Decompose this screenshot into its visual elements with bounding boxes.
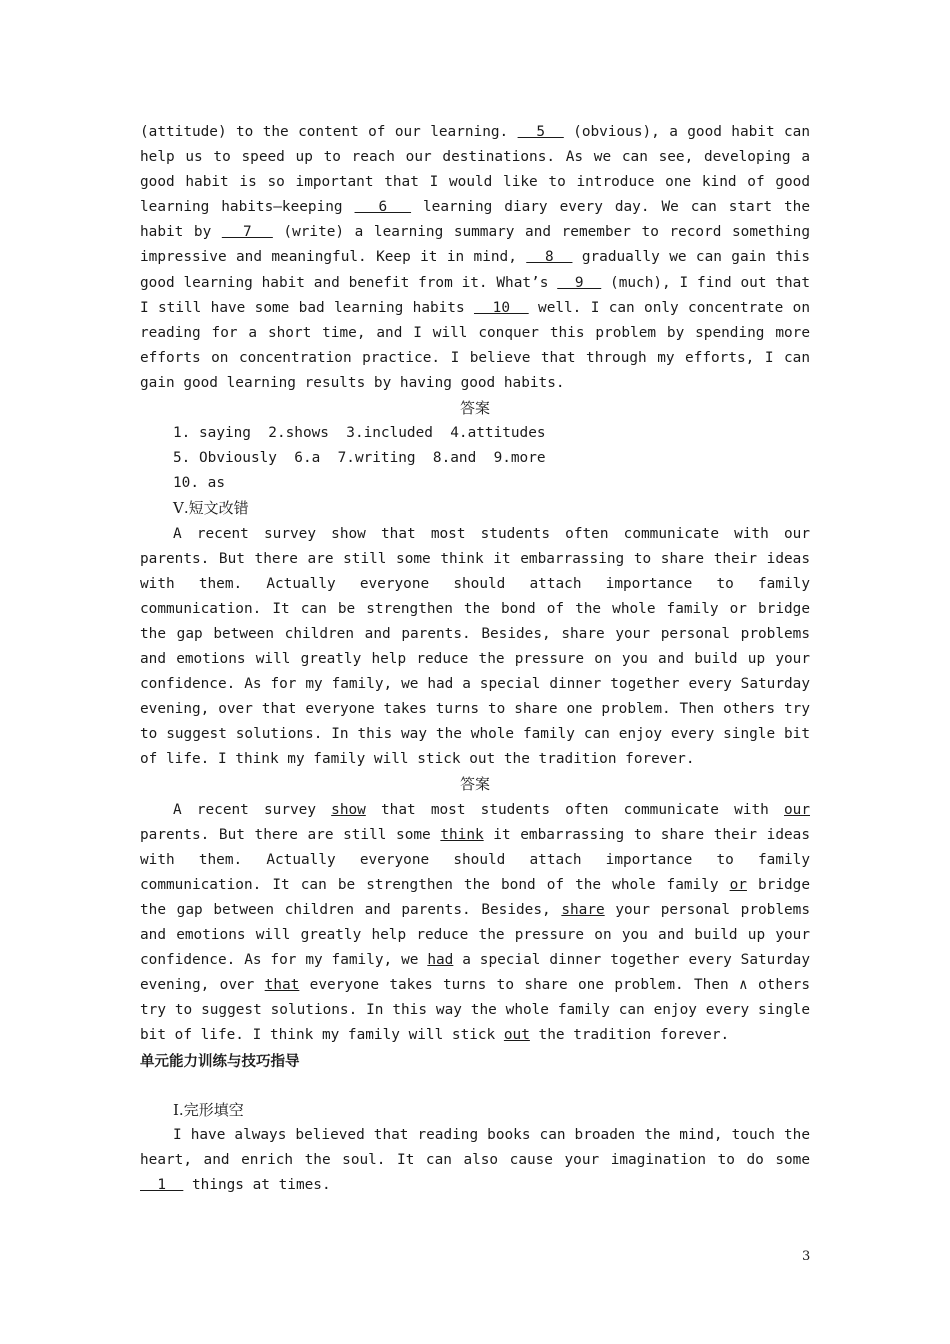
insertion-mark: ∧ (739, 977, 748, 994)
error-correction-passage: A recent survey show that most students often communicate with our parents. But there are still some think it embarrassing to share their ideas with them. Actually everyone should attach importance to family communication. It can be strengthen the bond of the whole family or bridge the gap between children and parents. Besides, share your personal problems and emotions will greatly help reduce the pressure on you and build up your confidence. As for my family, we had a special dinner together every Saturday evening, over that everyone takes turns to share one problem. Then others try to suggest solutions. In this way the whole family can enjoy every single bit of life. I think my family will stick out the tradition forever. (140, 525, 810, 768)
passage-text: (write) a learning summary and remember to record something impressive and meaningful. Keep it in mind, (140, 224, 810, 266)
page-content (140, 120, 810, 1198)
passage-text: (obvious), a good habit can help us to speed up to reach our destinations. As we can see, developing a good habit is so important that I would like to introduce one kind of good learning habits—keeping (140, 124, 810, 216)
blank-6: 6 (354, 199, 412, 216)
error-mark: had (427, 952, 454, 969)
answer-line: 10. as (173, 475, 225, 492)
passage-text: gradually we can gain this good learning habit and benefit from it. What’s (140, 249, 810, 291)
answer-key (140, 421, 810, 496)
section-heading-error-correction: Ⅴ.短文改错 (173, 499, 249, 518)
error-mark: out (503, 1027, 530, 1044)
error-mark: think (440, 826, 484, 843)
error-mark: that (264, 977, 300, 994)
passage-text: (attitude) to the content of our learning. (140, 124, 509, 140)
error-mark: show (331, 801, 366, 818)
blank-9: 9 (557, 274, 602, 291)
answer-heading: 答案 (459, 399, 490, 418)
page-number: 3 (802, 1249, 811, 1264)
cloze-passage: I have always believed that reading books can broaden the mind, touch the heart, and enrich the soul. It can also cause your imagination to do some 1 things at times. (140, 1126, 810, 1193)
passage-text: (much), I find out that I still have some bad learning habits (140, 274, 810, 316)
section-heading-cloze: Ⅰ.完形填空 (173, 1100, 244, 1119)
answer-line: 1. saying 2.shows 3.included 4.attitudes (173, 425, 546, 442)
error-mark: our (784, 801, 810, 818)
corrected-passage: A recent survey show that most students often communicate with our parents. But there are still some think it embarrassing to share their ideas with them. Actually everyone should attach importance to family communication. It can be strengthen the bond of the whole family or bridge the gap between children and parents. Besides, share your personal problems and emotions will greatly help reduce the pressure on you and build up your confidence. As for my family, we had a special dinner together every Saturday evening, over that everyone takes turns to share one problem. Then ∧ others try to suggest solutions. In this way the whole family can enjoy every single bit of life. I think my family will stick out the tradition forever. (140, 801, 811, 1044)
error-mark: or (729, 876, 747, 893)
passage-text: learning diary every day. We can start the habit by (140, 199, 810, 241)
answer-heading: 答案 (459, 775, 490, 794)
unit-section-title: 单元能力训练与技巧指导 (140, 1054, 300, 1071)
reading-passage-continuation (140, 120, 810, 396)
blank-1: 1 (140, 1176, 184, 1193)
blank-8: 8 (526, 249, 573, 266)
error-mark: share (561, 901, 605, 918)
blank-7: 7 (221, 224, 273, 241)
answer-line: 5. Obviously 6.a 7.writing 8.and 9.more (173, 450, 546, 467)
passage-text: well. I can only concentrate on reading for a short time, and I will conquer this problem by spending more efforts on concentration practice. I believe that through my efforts, I can gain good learning results by having good habits. (140, 299, 811, 391)
blank-5: 5 (517, 124, 564, 140)
blank-10: 10 (473, 299, 529, 316)
